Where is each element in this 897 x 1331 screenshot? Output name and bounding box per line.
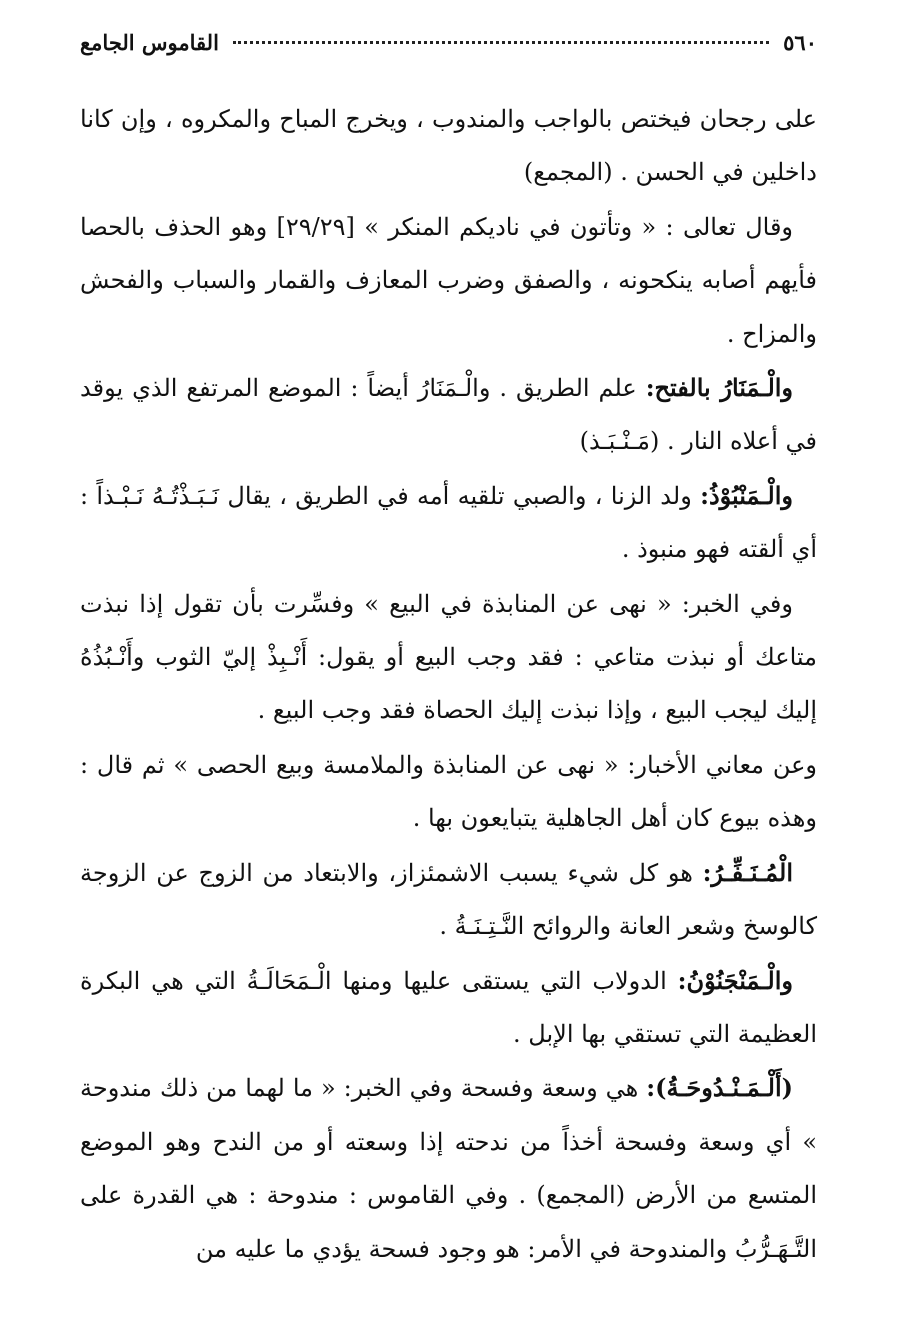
dictionary-entry <box>80 846 817 954</box>
paragraph-text: وقال تعالى : « وتأتون في ناديكم المنكر » [٢٩/٢٩] وهو الحذف بالحصا فأيهم أصابه ينكحونه ، والصفق وضرب المعازف والقمار والسباب والفحش والمزاح . <box>80 212 817 348</box>
paragraph <box>80 92 817 200</box>
dictionary-entry <box>80 954 817 1062</box>
paragraph-text: وفي الخبر: « نهى عن المنابذة في البيع » وفسِّرت بأن تقول إذا نبذت متاعك أو نبذت متاعي : فقد وجب البيع أو يقول: أَنْـبِذْ إليّ الثوب وأَنْـبُذُهُ إليك ليجب البيع ، وإذا نبذت إليك الحصاة فقد وجب البيع . <box>80 589 817 725</box>
entry-headword: الْمُـنَـفِّـرُ: <box>702 857 793 887</box>
paragraph <box>80 577 817 738</box>
book-title: القاموس الجامع <box>80 30 219 55</box>
book-page <box>80 30 817 1276</box>
page-number: ٥٦٠ <box>783 30 817 55</box>
dotted-leader <box>233 41 769 44</box>
entry-headword: والْـمَنْبُوْذُ: <box>700 480 793 510</box>
entry-definition: هي وسعة وفسحة وفي الخبر: « ما لهما من ذلك مندوحة » أي وسعة وفسحة أخذاً من ندحته إذا وسعته أو من الندح وهو الموضع المتسع من الأرض (المجمع) . وفي القاموس : مندوحة : هي القدرة على التَّـهَـرُّبُ والمندوحة في الأمر: هو وجود فسحة يؤدي ما عليه من <box>80 1074 818 1263</box>
entry-definition: الدولاب التي يستقى عليها ومنها الْـمَحَالَـةُ التي هي البكرة العظيمة التي تستقي بها الإبل . <box>80 966 817 1048</box>
entry-definition: علم الطريق . والْـمَنَارُ أيضاً : الموضع المرتفع الذي يوقد في أعلاه النار . (مَـنْـبَـذ) <box>80 374 817 456</box>
entry-headword: والْـمَنَارُ بالفتح: <box>645 373 794 403</box>
running-head <box>80 30 817 70</box>
dictionary-entry <box>80 469 817 577</box>
dictionary-entry <box>80 361 817 469</box>
paragraph <box>80 738 817 846</box>
entry-headword: والْـمَنْجَنُوْنُ: <box>677 965 793 995</box>
body-text <box>80 92 817 1276</box>
paragraph <box>80 200 817 361</box>
paragraph-text: وعن معاني الأخبار: « نهى عن المنابذة والملامسة وبيع الحصى » ثم قال : وهذه بيوع كان أهل الجاهلية يتبايعون بها . <box>80 750 817 833</box>
dictionary-entry <box>80 1061 817 1276</box>
entry-headword: (أَلْـمَـنْـدُوحَـةُ): <box>646 1073 793 1103</box>
entry-definition: ولد الزنا ، والصبي تلقيه أمه في الطريق ، يقال نَـبَـذْتُـهُ نَـبْـذاً : أي ألقته فهو منبوذ . <box>80 481 817 564</box>
paragraph-text: على رجحان فيختص بالواجب والمندوب ، ويخرج المباح والمكروه ، وإن كانا داخلين في الحسن . (المجمع) <box>80 105 817 187</box>
entry-definition: هو كل شيء يسبب الاشمئزاز، والابتعاد من الزوج عن الزوجة كالوسخ وشعر العانة والروائح النَّـتِـنَـةُ . <box>80 858 817 941</box>
